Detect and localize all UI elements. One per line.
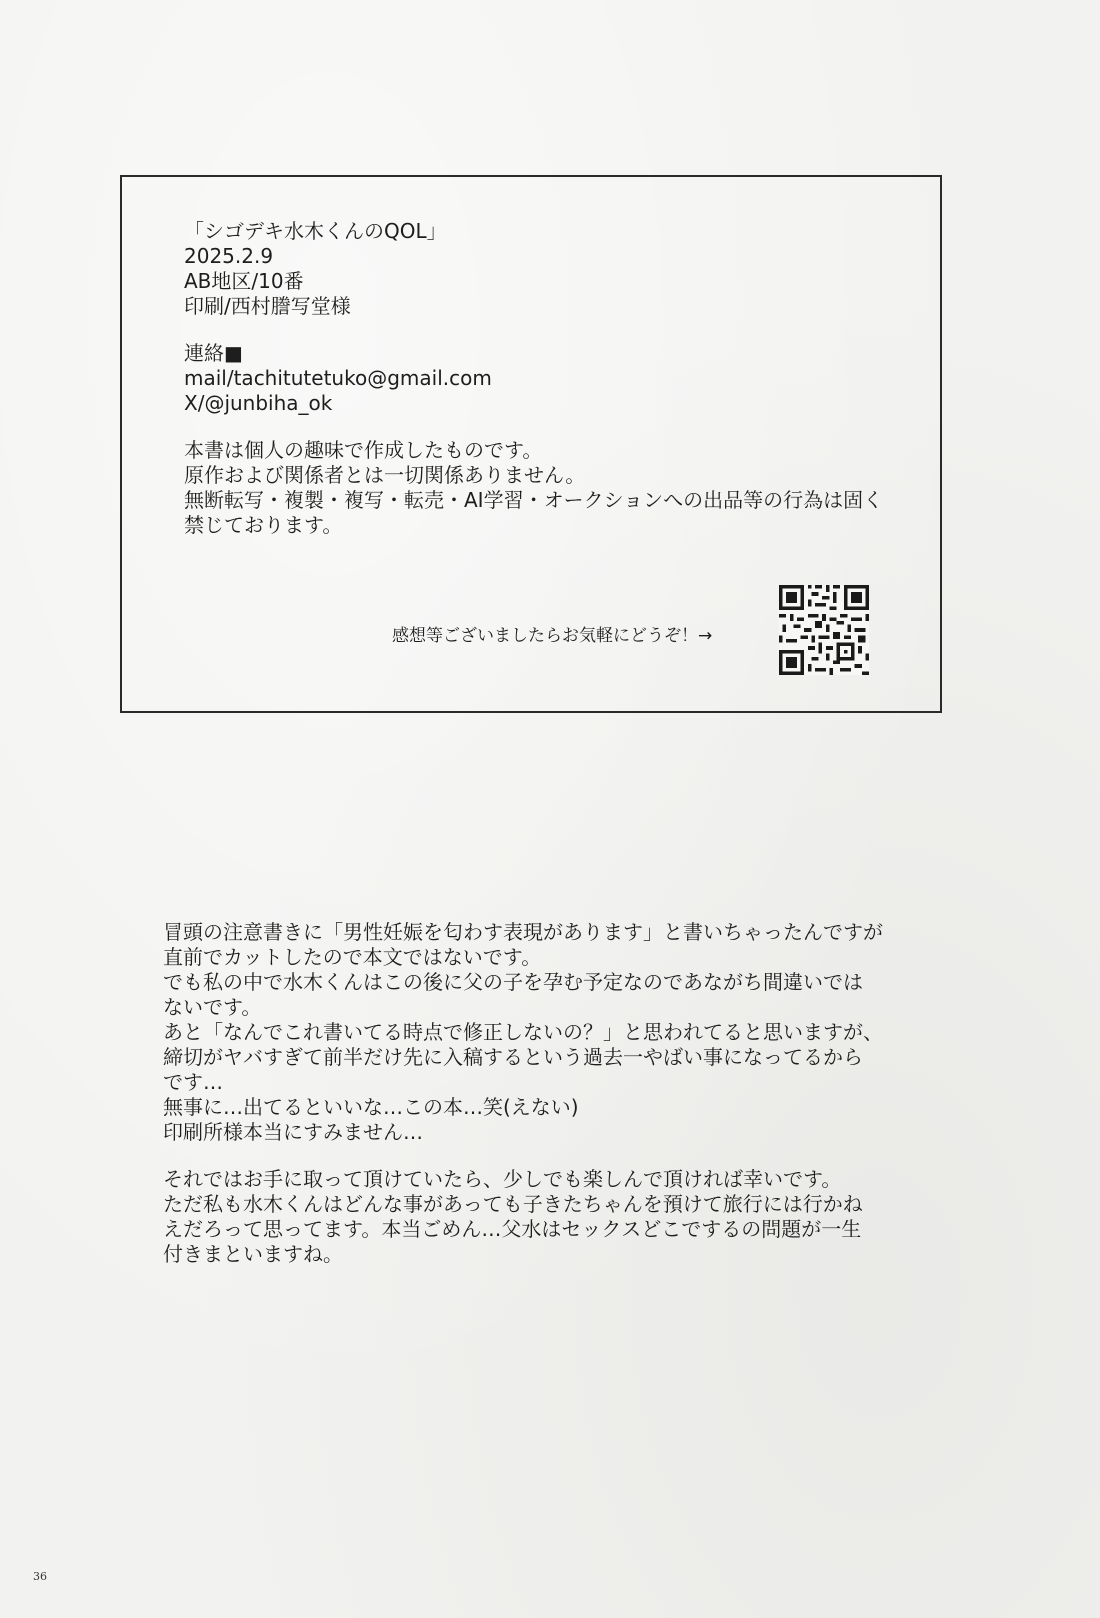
- afterword-line: あと「なんでこれ書いてる時点で修正しないの？」と思われてると思いますが、: [163, 1020, 883, 1044]
- qr-row: [392, 585, 872, 681]
- afterword-line: 無事に…出てるといいな…この本…笑(えない): [163, 1095, 579, 1119]
- notice-line: 禁じております。: [184, 513, 343, 537]
- afterword-line: ないです。: [163, 995, 262, 1019]
- printer-name: 印刷/西村謄写堂様: [184, 294, 351, 318]
- qr-code-icon[interactable]: [779, 585, 869, 675]
- booth-location: AB地区/10番: [184, 269, 304, 293]
- notice-line: 本書は個人の趣味で作成したものです。: [184, 438, 543, 462]
- colophon-box: [120, 175, 942, 713]
- afterword-line: 付きまといますね。: [163, 1242, 343, 1266]
- afterword-line: 締切がヤバすぎて前半だけ先に入稿するという過去一やばい事になってるから: [163, 1045, 863, 1069]
- afterword-line: 直前でカットしたので本文ではないです。: [163, 945, 542, 969]
- afterword-line: 冒頭の注意書きに「男性妊娠を匂わす表現があります」と書いちゃったんですが: [163, 920, 883, 944]
- afterword-line: えだろって思ってます。本当ごめん…父水はセックスどこでするの問題が一生: [163, 1217, 862, 1241]
- afterword-line: でも私の中で水木くんはこの後に父の子を孕む予定なのであながち間違いでは: [163, 970, 863, 994]
- notice-line: 原作および関係者とは一切関係ありません。: [184, 463, 586, 487]
- contact-mail: mail/tachitutetuko@gmail.com: [184, 366, 492, 390]
- afterword-line: それではお手に取って頂けていたら、少しでも楽しんで頂ければ幸いです。: [163, 1167, 842, 1191]
- contact-x-account: X/@junbiha_ok: [184, 391, 333, 415]
- qr-caption: 感想等ございましたらお気軽にどうぞ！→: [392, 626, 713, 646]
- afterword-line: 印刷所様本当にすみません…: [163, 1120, 423, 1144]
- afterword: [163, 920, 883, 1267]
- book-title: 「シゴデキ水木くんのQOL」: [184, 219, 447, 243]
- afterword-line: です…: [163, 1070, 223, 1094]
- publish-date: 2025.2.9: [184, 244, 274, 268]
- colophon-text: [184, 219, 883, 538]
- contact-heading: 連絡■: [184, 341, 243, 365]
- afterword-line: ただ私も水木くんはどんな事があっても子きたちゃんを預けて旅行には行かね: [163, 1192, 863, 1216]
- page-number: 36: [33, 1570, 47, 1583]
- notice-line: 無断転写・複製・複写・転売・AI学習・オークションへの出品等の行為は固く: [184, 488, 884, 512]
